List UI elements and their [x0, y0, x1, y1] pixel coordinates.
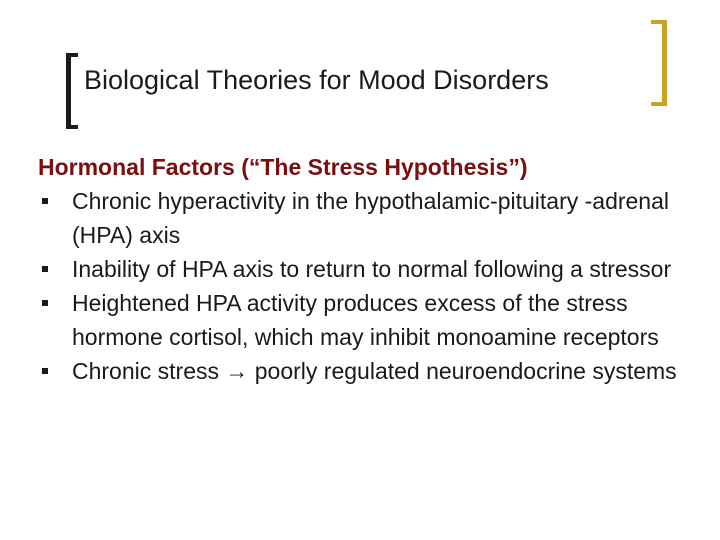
bullet-text: Chronic hyperactivity in the hypothalamic-pituitary -adrenal (HPA) axis — [72, 188, 670, 248]
square-bullet-icon — [42, 368, 48, 374]
square-bullet-icon — [42, 198, 48, 204]
bullet-item — [38, 286, 698, 354]
bullet-item — [38, 252, 698, 286]
section-heading: Hormonal Factors (“The Stress Hypothesis”) — [38, 154, 528, 180]
square-bullet-icon — [42, 266, 48, 272]
title-bracket-right — [651, 20, 667, 106]
bullet-text-after: poorly regulated neuroendocrine systems — [254, 358, 677, 384]
bullet-text-before: Chronic stress — [72, 358, 219, 384]
bullet-text: Inability of HPA axis to return to normal following a stressor — [72, 256, 672, 282]
bullet-list — [38, 184, 698, 388]
bullet-text: Heightened HPA activity produces excess of the stress hormone cortisol, which may inhibit monoamine receptors — [72, 290, 659, 350]
bullet-item — [38, 184, 698, 252]
right-arrow-icon: → — [225, 358, 249, 384]
square-bullet-icon — [42, 300, 48, 306]
slide-title: Biological Theories for Mood Disorders — [84, 65, 549, 95]
bullet-item — [38, 354, 698, 388]
title-bracket-left — [66, 53, 78, 129]
slide-content — [38, 150, 698, 388]
